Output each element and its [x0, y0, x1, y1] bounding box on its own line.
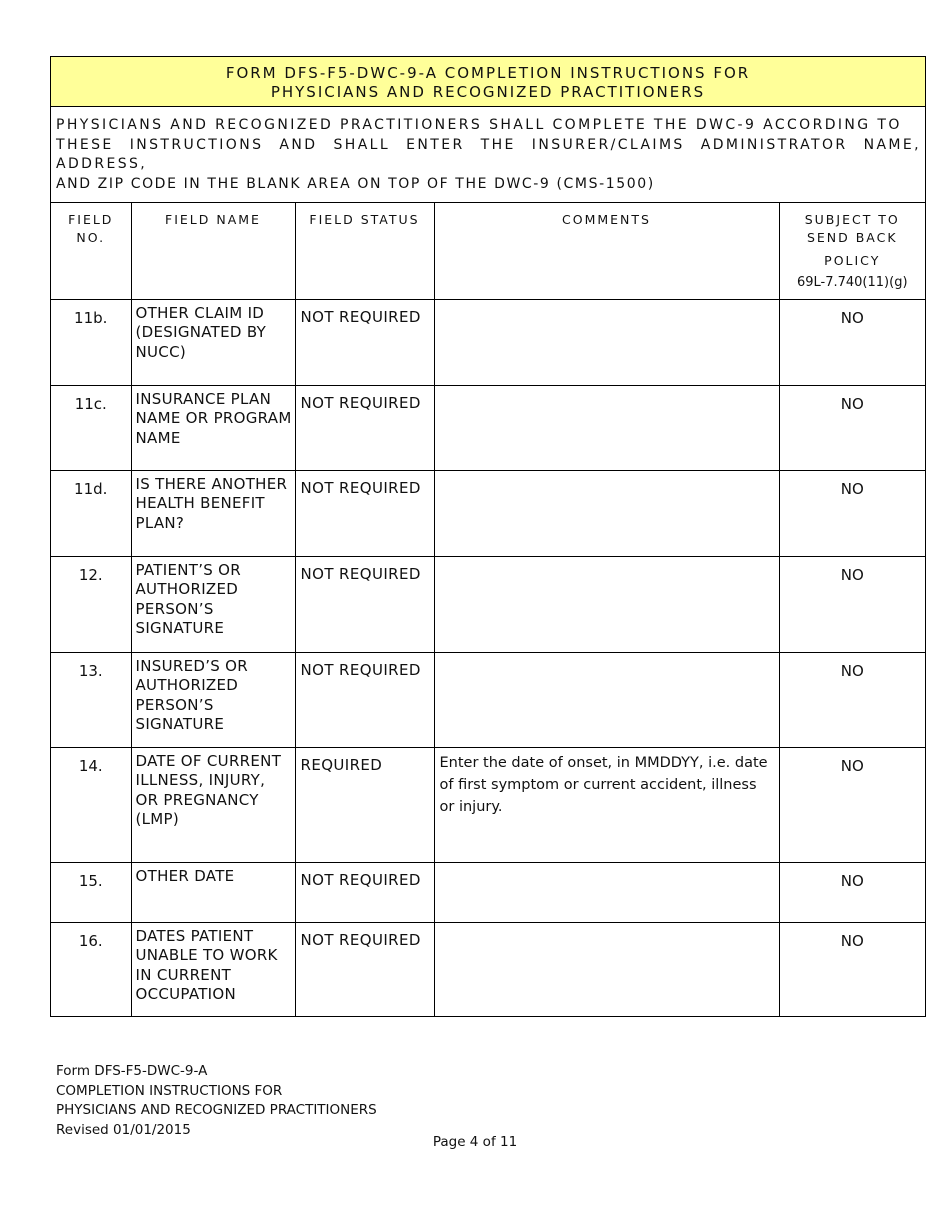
comments-cell — [434, 922, 779, 1016]
instructions-form — [50, 56, 926, 1017]
header-subject-line2: SEND BACK — [806, 230, 898, 245]
subject-cell: NO — [779, 299, 925, 385]
table-row — [51, 652, 925, 747]
subject-cell: NO — [779, 747, 925, 862]
header-field-no-line1: FIELD — [68, 212, 114, 227]
header-field-no-line2: NO. — [76, 230, 106, 245]
field-name-cell: INSURED’S OR AUTHORIZED PERSON’S SIGNATURE — [131, 652, 295, 747]
header-comments: COMMENTS — [434, 203, 779, 299]
intro-text — [51, 107, 925, 203]
footer-line-4: Revised 01/01/2015 — [56, 1121, 191, 1138]
intro-line-3: AND ZIP CODE IN THE BLANK AREA ON TOP OF THE DWC-9 (CMS-1500) — [56, 175, 655, 192]
table-row — [51, 299, 925, 385]
field-status-cell: NOT REQUIRED — [295, 470, 434, 556]
page-number: Page 4 of 11 — [432, 1134, 518, 1150]
footer-line-3: PHYSICIANS AND RECOGNIZED PRACTITIONERS — [56, 1102, 377, 1118]
title-line-1: FORM DFS-F5-DWC-9-A COMPLETION INSTRUCTIONS FOR — [225, 64, 751, 82]
header-field-no — [51, 203, 131, 299]
footer-line-1: Form DFS-F5-DWC-9-A — [56, 1063, 208, 1079]
subject-cell: NO — [779, 862, 925, 922]
field-name-cell: PATIENT’S OR AUTHORIZED PERSON’S SIGNATURE — [131, 556, 295, 652]
table-row — [51, 385, 925, 470]
field-name-cell: INSURANCE PLAN NAME OR PROGRAM NAME — [131, 385, 295, 470]
header-field-status: FIELD STATUS — [295, 203, 434, 299]
field-status-cell: NOT REQUIRED — [295, 385, 434, 470]
table-row — [51, 747, 925, 862]
table-row — [51, 922, 925, 1016]
field-status-cell: NOT REQUIRED — [295, 922, 434, 1016]
field-no-cell: 12. — [51, 556, 131, 652]
field-name-cell: DATES PATIENT UNABLE TO WORK IN CURRENT OCCUPATION — [131, 922, 295, 1016]
field-name-cell: DATE OF CURRENT ILLNESS, INJURY, OR PREGNANCY (LMP) — [131, 747, 295, 862]
field-name-cell: OTHER DATE — [131, 862, 295, 922]
subject-cell: NO — [779, 556, 925, 652]
subject-cell: NO — [779, 385, 925, 470]
field-no-cell: 13. — [51, 652, 131, 747]
field-no-cell: 16. — [51, 922, 131, 1016]
header-field-name: FIELD NAME — [131, 203, 295, 299]
comments-cell — [434, 299, 779, 385]
field-no-cell: 14. — [51, 747, 131, 862]
fields-table — [51, 203, 925, 1016]
header-subject — [779, 203, 925, 299]
field-no-cell: 11c. — [51, 385, 131, 470]
intro-line-2: THESE INSTRUCTIONS AND SHALL ENTER THE INSURER/CLAIMS ADMINISTRATOR NAME, ADDRESS, — [56, 136, 921, 172]
field-status-cell: NOT REQUIRED — [295, 862, 434, 922]
subject-cell: NO — [779, 922, 925, 1016]
field-status-cell: NOT REQUIRED — [295, 299, 434, 385]
field-status-cell: NOT REQUIRED — [295, 556, 434, 652]
table-row — [51, 862, 925, 922]
comments-cell — [434, 470, 779, 556]
field-name-cell: IS THERE ANOTHER HEALTH BENEFIT PLAN? — [131, 470, 295, 556]
field-name-cell: OTHER CLAIM ID (DESIGNATED BY NUCC) — [131, 299, 295, 385]
form-title — [51, 57, 925, 107]
field-status-cell: NOT REQUIRED — [295, 652, 434, 747]
field-status-cell: REQUIRED — [295, 747, 434, 862]
intro-line-1: PHYSICIANS AND RECOGNIZED PRACTITIONERS SHALL COMPLETE THE DWC-9 ACCORDING TO — [56, 117, 902, 133]
header-subject-line1: SUBJECT TO — [804, 212, 900, 227]
footer — [56, 1062, 377, 1140]
field-no-cell: 11b. — [51, 299, 131, 385]
footer-line-2: COMPLETION INSTRUCTIONS FOR — [56, 1082, 283, 1099]
title-line-2: PHYSICIANS AND RECOGNIZED PRACTITIONERS — [270, 83, 706, 101]
table-row — [51, 556, 925, 652]
subject-cell: NO — [779, 652, 925, 747]
comments-cell: Enter the date of onset, in MMDDYY, i.e. date of first symptom or current accident, illness or injury. — [434, 747, 779, 862]
table-row — [51, 470, 925, 556]
field-no-cell: 15. — [51, 862, 131, 922]
comments-cell — [434, 556, 779, 652]
header-subject-line4: 69L-7.740(11)(g) — [796, 275, 908, 290]
comments-cell — [434, 652, 779, 747]
table-header-row — [51, 203, 925, 299]
subject-cell: NO — [779, 470, 925, 556]
comments-cell — [434, 862, 779, 922]
comments-cell — [434, 385, 779, 470]
header-subject-line3: POLICY — [824, 253, 881, 268]
field-no-cell: 11d. — [51, 470, 131, 556]
